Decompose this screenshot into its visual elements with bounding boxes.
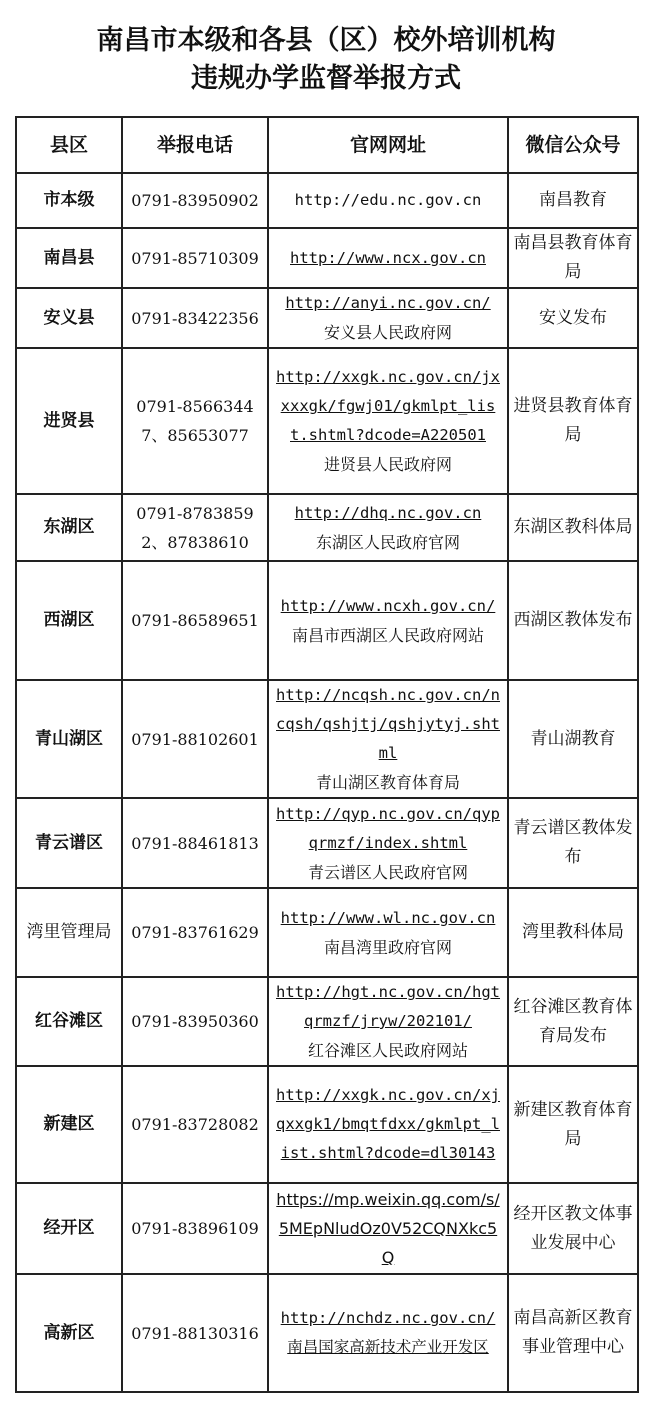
phone-cell: 0791-88461813	[122, 798, 268, 888]
website-link[interactable]: http://nchdz.nc.gov.cn/南昌国家高新技术产业开发区	[280, 1309, 496, 1356]
website-cell	[268, 1183, 508, 1274]
county-cell: 进贤县	[16, 348, 122, 494]
website-link[interactable]: http://hgt.nc.gov.cn/hgtqrmzf/jryw/202101/	[276, 983, 500, 1030]
website-cell	[268, 888, 508, 977]
website-link[interactable]: http://edu.nc.gov.cn	[294, 191, 482, 209]
table-row	[16, 561, 638, 680]
phone-cell: 0791-85663447、85653077	[122, 348, 268, 494]
table-row	[16, 1183, 638, 1274]
phone-cell: 0791-83728082	[122, 1066, 268, 1183]
website-site-name: 安义县人民政府网	[323, 323, 452, 342]
wechat-cell: 南昌高新区教育事业管理中心	[508, 1274, 638, 1392]
website-cell	[268, 494, 508, 561]
website-site-name: 东湖区人民政府官网	[315, 532, 460, 552]
website-site-name: 青山湖区教育体育局	[315, 773, 460, 792]
website-site-name: 南昌市西湖区人民政府网站	[291, 625, 484, 645]
website-link[interactable]: http://dhq.nc.gov.cn	[294, 503, 482, 522]
wechat-cell: 新建区教育体育局	[508, 1066, 638, 1183]
county-cell: 经开区	[16, 1183, 122, 1274]
page-title-line1: 南昌市本级和各县（区）校外培训机构	[96, 25, 556, 56]
table-row	[16, 494, 638, 561]
table-row	[16, 173, 638, 228]
phone-cell: 0791-83422356	[122, 288, 268, 348]
phone-cell: 0791-88130316	[122, 1274, 268, 1392]
wechat-cell: 西湖区教体发布	[508, 561, 638, 680]
county-cell: 高新区	[16, 1274, 122, 1392]
county-cell: 西湖区	[16, 561, 122, 680]
website-cell	[268, 1066, 508, 1183]
table-header-row	[16, 117, 638, 173]
wechat-cell: 经开区教文体事业发展中心	[508, 1183, 638, 1274]
table-row	[16, 888, 638, 977]
website-link[interactable]: http://www.ncx.gov.cn	[290, 248, 486, 267]
wechat-cell: 南昌县教育体育局	[508, 228, 638, 288]
website-link[interactable]: https://mp.weixin.qq.com/s/5MEpNludOz0V52CQNXkc5Q	[276, 1190, 500, 1267]
report-contact-table	[15, 116, 639, 1393]
website-cell	[268, 348, 508, 494]
website-link[interactable]: http://anyi.nc.gov.cn/	[285, 294, 491, 312]
wechat-cell: 进贤县教育体育局	[508, 348, 638, 494]
table-row	[16, 288, 638, 348]
website-cell	[268, 173, 508, 228]
table-row	[16, 798, 638, 888]
phone-cell: 0791-83761629	[122, 888, 268, 977]
phone-cell: 0791-88102601	[122, 680, 268, 798]
table-row	[16, 1066, 638, 1183]
county-cell: 红谷滩区	[16, 977, 122, 1066]
phone-cell: 0791-85710309	[122, 228, 268, 288]
website-cell	[268, 977, 508, 1066]
county-cell: 东湖区	[16, 494, 122, 561]
wechat-cell: 东湖区教科体局	[508, 494, 638, 561]
county-cell: 安义县	[16, 288, 122, 348]
phone-cell: 0791-83950902	[122, 173, 268, 228]
table-row	[16, 1274, 638, 1392]
wechat-cell: 青云谱区教体发布	[508, 798, 638, 888]
county-cell: 青山湖区	[16, 680, 122, 798]
website-link[interactable]: http://xxgk.nc.gov.cn/xjqxxgk1/bmqtfdxx/gkmlpt_list.shtml?dcode=dl30143	[276, 1086, 500, 1162]
county-cell: 青云谱区	[16, 798, 122, 888]
table-row	[16, 977, 638, 1066]
table-row	[16, 228, 638, 288]
table-row	[16, 680, 638, 798]
wechat-cell: 湾里教科体局	[508, 888, 638, 977]
table-row	[16, 348, 638, 494]
website-site-name: 青云谱区人民政府官网	[307, 862, 468, 882]
website-cell	[268, 561, 508, 680]
website-cell	[268, 288, 508, 348]
website-site-name: 红谷滩区人民政府网站	[307, 1041, 468, 1060]
wechat-cell: 安义发布	[508, 288, 638, 348]
website-cell	[268, 228, 508, 288]
website-cell	[268, 680, 508, 798]
county-cell: 湾里管理局	[16, 888, 122, 977]
wechat-cell: 红谷滩区教育体育局发布	[508, 977, 638, 1066]
wechat-cell: 青山湖教育	[508, 680, 638, 798]
website-site-name: 进贤县人民政府网	[323, 455, 452, 474]
phone-cell: 0791-86589651	[122, 561, 268, 680]
website-link[interactable]: http://xxgk.nc.gov.cn/jxxxxgk/fgwj01/gkmlpt_list.shtml?dcode=A220501	[276, 368, 500, 444]
header-county: 县区	[16, 117, 122, 173]
header-website: 官网网址	[268, 117, 508, 173]
wechat-cell: 南昌教育	[508, 173, 638, 228]
website-site-name: 南昌湾里政府官网	[323, 937, 452, 957]
header-wechat: 微信公众号	[508, 117, 638, 173]
county-cell: 新建区	[16, 1066, 122, 1183]
phone-cell: 0791-83950360	[122, 977, 268, 1066]
county-cell: 市本级	[16, 173, 122, 228]
website-cell	[268, 1274, 508, 1392]
website-link[interactable]: http://ncqsh.nc.gov.cn/ncqsh/qshjtj/qshjytyj.shtml	[276, 686, 500, 762]
page-title-line2: 违规办学监督举报方式	[191, 63, 461, 94]
website-link[interactable]: http://qyp.nc.gov.cn/qypqrmzf/index.shtml	[276, 804, 500, 852]
phone-cell: 0791-87838592、87838610	[122, 494, 268, 561]
website-link[interactable]: http://www.wl.nc.gov.cn	[280, 908, 496, 927]
header-phone: 举报电话	[122, 117, 268, 173]
website-cell	[268, 798, 508, 888]
website-link[interactable]: http://www.ncxh.gov.cn/	[280, 596, 496, 615]
phone-cell: 0791-83896109	[122, 1183, 268, 1274]
county-cell: 南昌县	[16, 228, 122, 288]
